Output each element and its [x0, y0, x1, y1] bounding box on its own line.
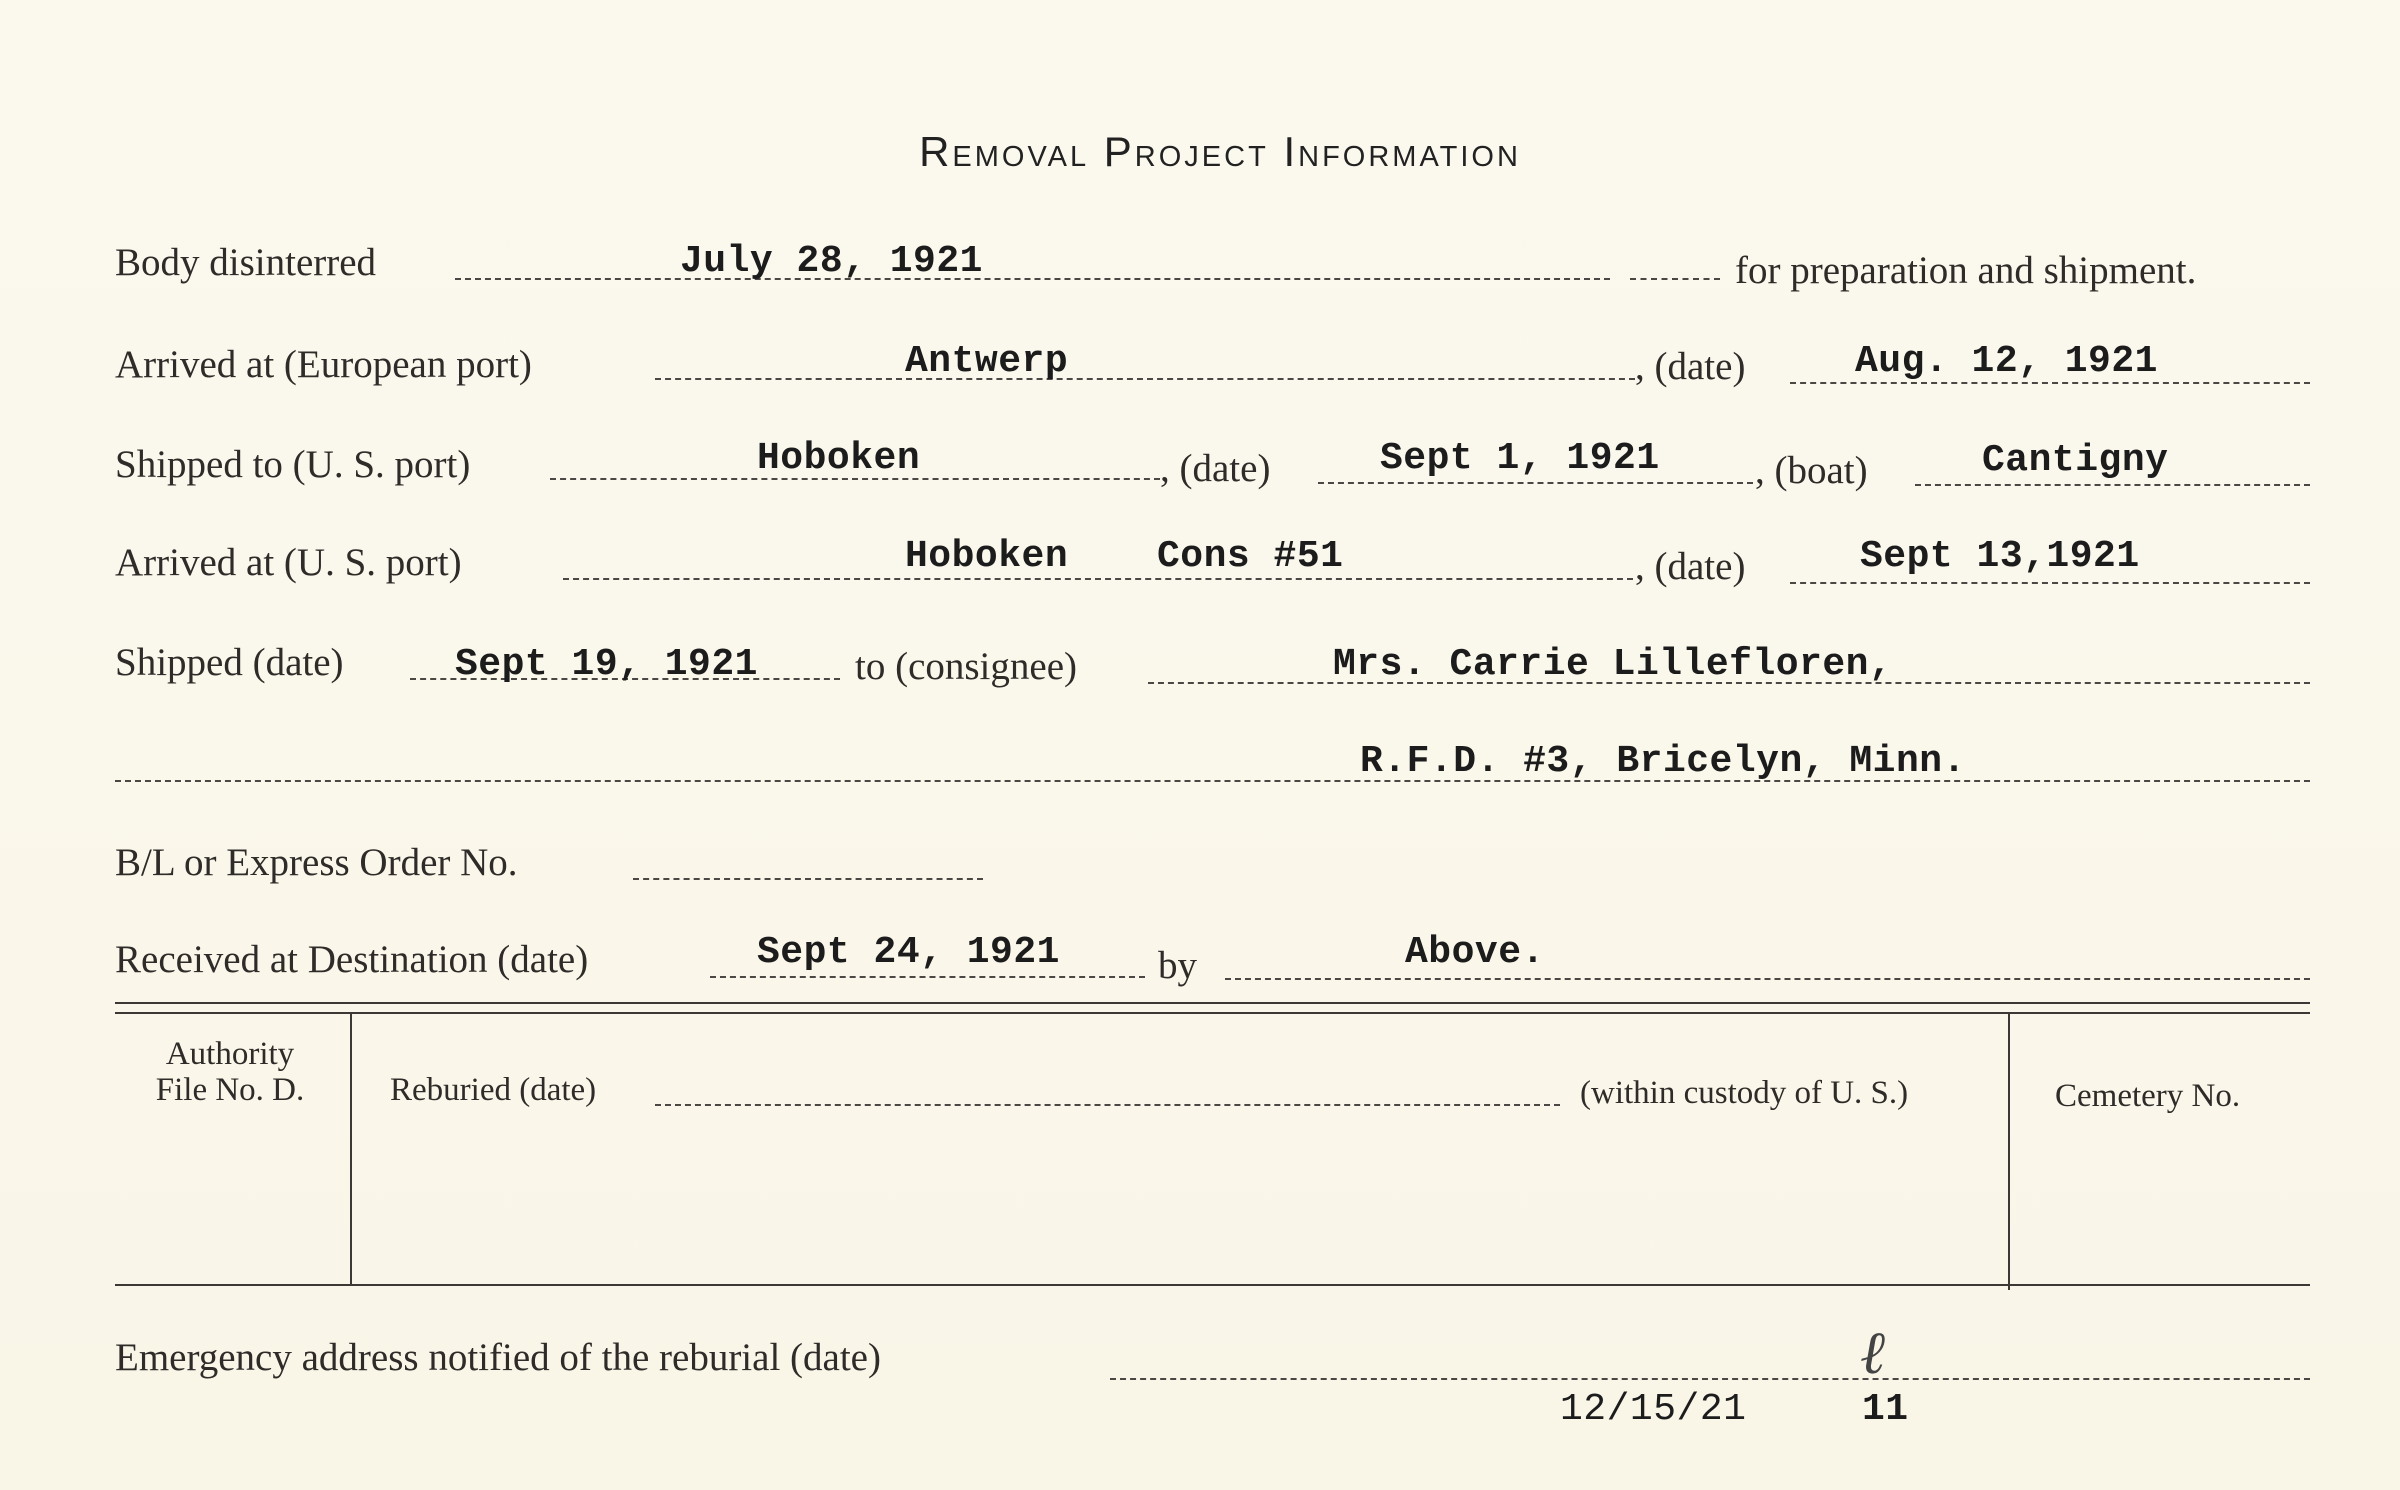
european-port-line — [655, 378, 1635, 380]
us-port-label: Arrived at (U. S. port) — [115, 541, 462, 584]
us-port-value: Hoboken — [905, 535, 1069, 578]
us-port-date-line — [1790, 582, 2310, 584]
boat-line — [1915, 484, 2310, 486]
authority-label: Authority — [165, 1036, 295, 1072]
body-disinterred-line — [455, 278, 1610, 280]
cons-number: Cons #51 — [1157, 535, 1344, 578]
boat-label: , (boat) — [1755, 449, 1868, 492]
received-label: Received at Destination (date) — [115, 938, 589, 981]
consignee-value: Mrs. Carrie Lillefloren, — [1333, 643, 1893, 686]
european-date-label: , (date) — [1635, 345, 1746, 388]
received-line — [710, 976, 1145, 978]
cemetery-label: Cemetery No. — [2055, 1078, 2241, 1114]
body-disinterred-line-2 — [1630, 278, 1720, 280]
emergency-date: 12/15/21 — [1560, 1388, 1747, 1431]
reburied-label: Reburied (date) — [390, 1072, 597, 1108]
received-value: Sept 24, 1921 — [757, 931, 1060, 974]
us-port-date-value: Sept 13,1921 — [1860, 535, 2140, 578]
reburied-line — [655, 1104, 1560, 1106]
emergency-line — [1110, 1378, 2310, 1380]
shipped-to-date-value: Sept 1, 1921 — [1380, 437, 1660, 480]
bl-label: B/L or Express Order No. — [115, 841, 518, 884]
initials: 11 — [1862, 1388, 1909, 1431]
address-value: R.F.D. #3, Bricelyn, Minn. — [1360, 740, 1966, 783]
shipped-to-label: Shipped to (U. S. port) — [115, 443, 471, 486]
european-port-label: Arrived at (European port) — [115, 343, 532, 386]
us-port-line — [563, 578, 1633, 580]
us-port-date-label: , (date) — [1635, 545, 1746, 588]
box-top-rule-2 — [115, 1012, 2310, 1014]
custody-label: (within custody of U. S.) — [1580, 1075, 1909, 1111]
european-date-value: Aug. 12, 1921 — [1855, 340, 2158, 383]
box-divider-right — [2008, 1014, 2010, 1290]
address-line — [115, 780, 2310, 782]
shipped-to-value: Hoboken — [757, 437, 921, 480]
card-title: Removal Project Information — [919, 128, 1521, 175]
shipped-date-label: Shipped (date) — [115, 641, 344, 684]
box-top-rule-1 — [115, 1002, 2310, 1004]
emergency-label: Emergency address notified of the reburial (date) — [115, 1336, 881, 1379]
boat-value: Cantigny — [1982, 439, 2169, 482]
handwritten-mark: ℓ — [1860, 1318, 1885, 1388]
box-divider-left — [350, 1014, 352, 1284]
body-disinterred-label: Body disinterred — [115, 241, 377, 284]
shipped-date-value: Sept 19, 1921 — [455, 643, 758, 686]
body-disinterred-value: July 28, 1921 — [680, 240, 983, 283]
preparation-shipment-label: for preparation and shipment. — [1735, 249, 2197, 292]
shipped-to-date-line — [1318, 482, 1753, 484]
consignee-label: to (consignee) — [855, 645, 1078, 688]
shipped-to-date-label: , (date) — [1160, 447, 1271, 490]
by-value: Above. — [1405, 931, 1545, 974]
file-no-label: File No. D. — [155, 1072, 305, 1108]
by-line — [1225, 978, 2310, 980]
box-bottom-rule — [115, 1284, 2310, 1286]
by-label: by — [1158, 944, 1197, 987]
bl-line — [633, 878, 983, 880]
european-port-value: Antwerp — [905, 340, 1069, 383]
